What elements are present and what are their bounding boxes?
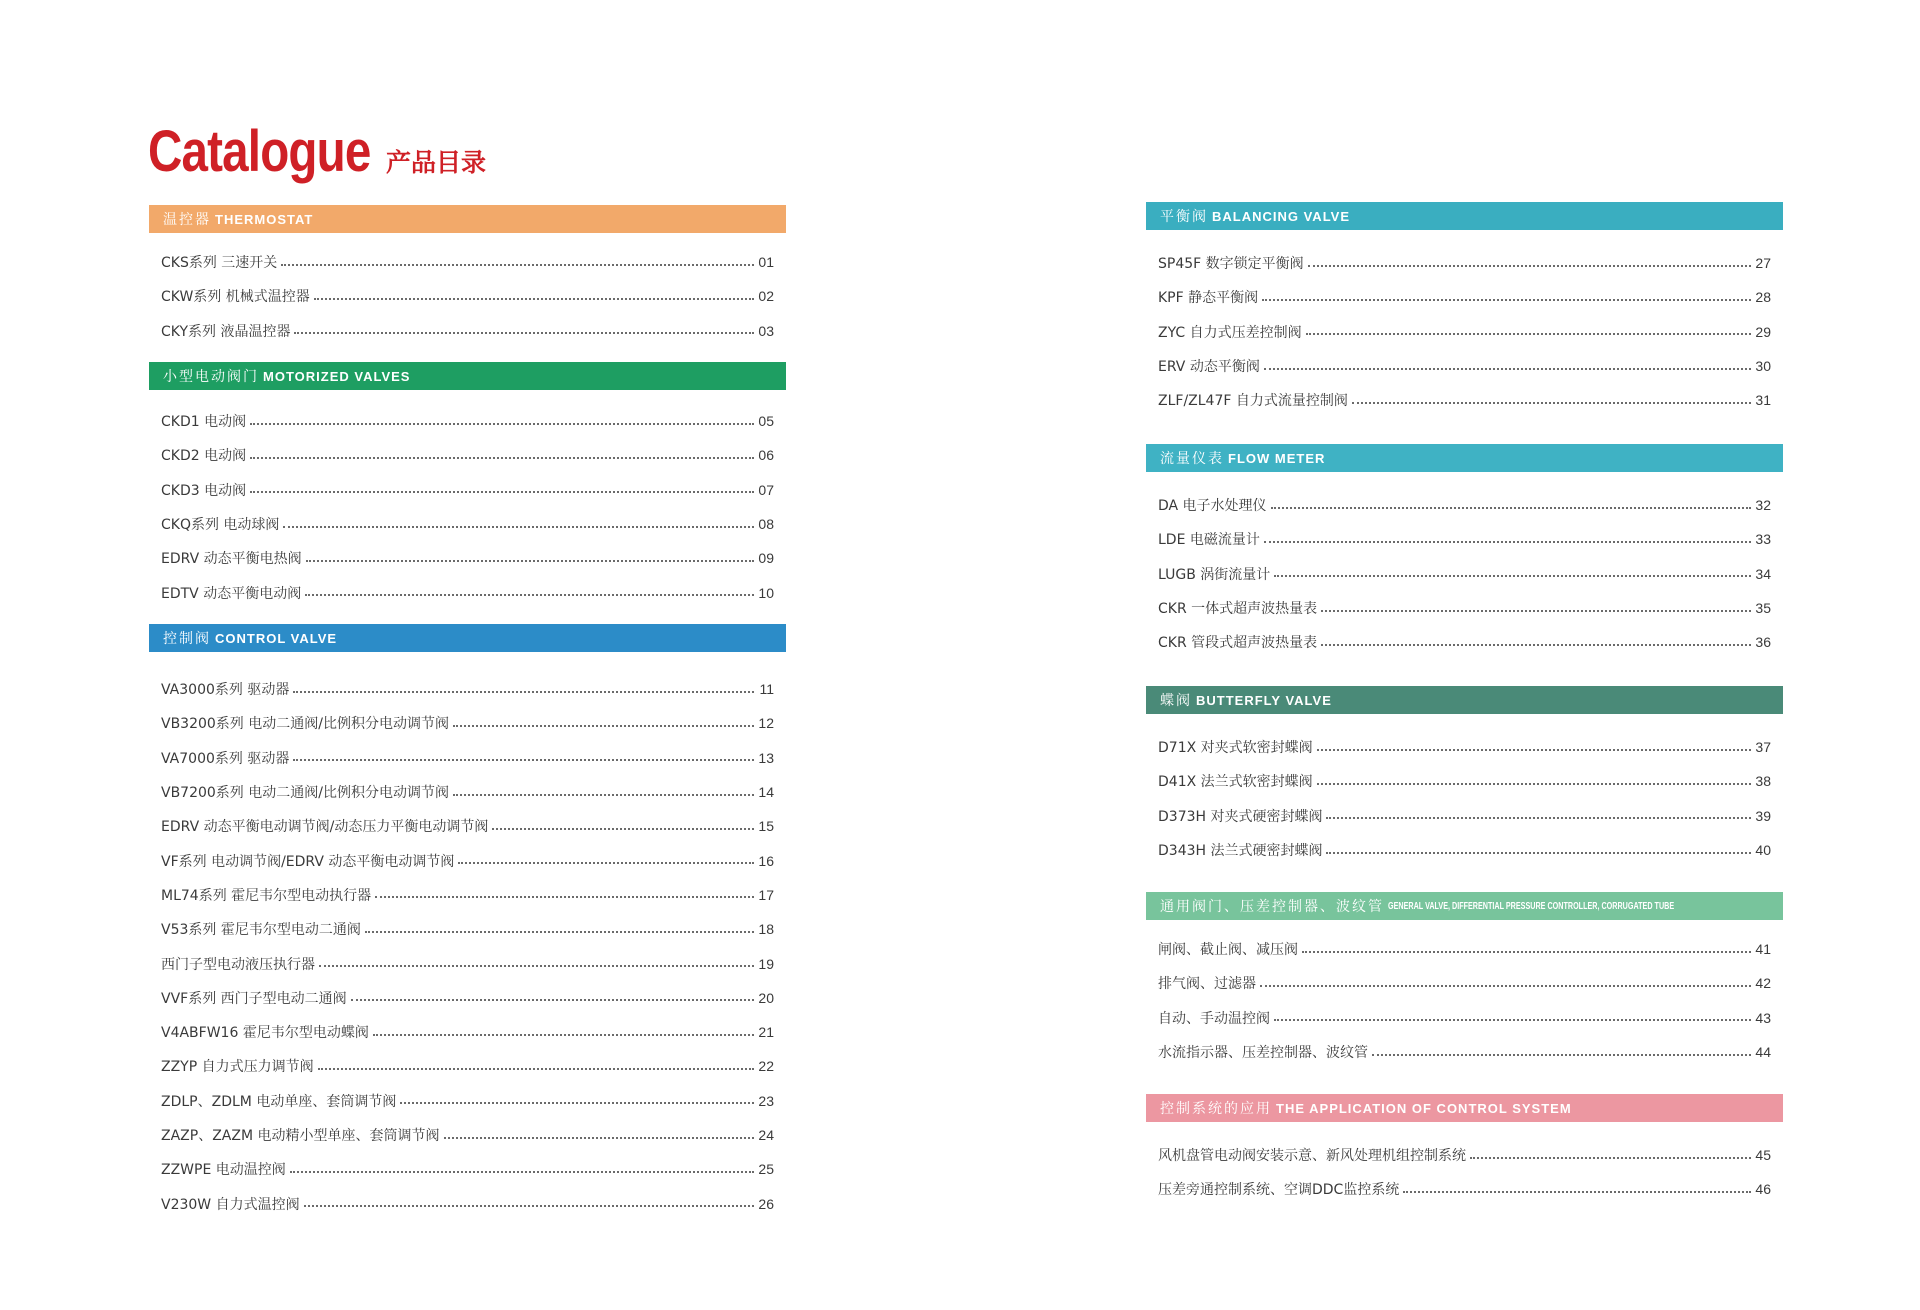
toc-entry-page: 05 [758, 413, 774, 430]
toc-entry[interactable] [161, 843, 774, 877]
toc-entry-page: 29 [1755, 323, 1771, 340]
toc-entry[interactable] [1158, 1035, 1771, 1069]
toc-entry-name: CKR 管段式超声波热量表 [1158, 632, 1319, 652]
dot-leader [1264, 540, 1751, 543]
toc-entry-page: 33 [1755, 531, 1771, 548]
section-motorized-valves [149, 362, 786, 610]
toc-entry[interactable] [1158, 246, 1771, 280]
toc-entry-name: 风机盘管电动阀安装示意、新风处理机组控制系统 [1158, 1145, 1468, 1165]
toc-entry-page: 39 [1755, 807, 1771, 824]
toc-entry-page: 02 [758, 288, 774, 305]
toc-entry-name: V4ABFW16 霍尼韦尔型电动蝶阀 [161, 1022, 371, 1042]
toc-entry-name: EDRV 动态平衡电热阀 [161, 548, 304, 568]
toc-entry-page: 44 [1755, 1044, 1771, 1061]
toc-entry-page: 34 [1755, 565, 1771, 582]
toc-entry-name: CKW系列 机械式温控器 [161, 286, 312, 306]
toc-entry-page: 01 [758, 254, 774, 271]
section-header-control-valve [149, 624, 786, 652]
toc-entry-page: 32 [1755, 497, 1771, 514]
toc-entry[interactable] [161, 672, 774, 706]
toc-entry-name: D71X 对夹式软密封蝶阀 [1158, 737, 1315, 757]
section-header-balancing-valve [1146, 202, 1783, 230]
dot-leader [1274, 574, 1751, 577]
dot-leader [351, 998, 754, 1001]
toc-entry-page: 26 [758, 1195, 774, 1212]
toc-entry-name: LDE 电磁流量计 [1158, 529, 1262, 549]
toc-entry-page: 43 [1755, 1009, 1771, 1026]
section-thermostat [149, 205, 786, 348]
toc-entry-name: VA3000系列 驱动器 [161, 679, 291, 699]
dot-leader [400, 1101, 754, 1104]
toc-entry-name: D373H 对夹式硬密封蝶阀 [1158, 806, 1324, 826]
section-control-system [1146, 1094, 1783, 1207]
section-control-valve [149, 624, 786, 1221]
dot-leader [281, 263, 754, 266]
section-title-cn: 温控器 [163, 212, 211, 228]
dot-leader [458, 861, 754, 864]
toc-list [1146, 1138, 1783, 1207]
toc-entry[interactable] [1158, 488, 1771, 522]
toc-entry[interactable] [161, 279, 774, 313]
toc-entry[interactable] [161, 1186, 774, 1220]
toc-entry-page: 15 [758, 818, 774, 835]
toc-entry-page: 42 [1755, 975, 1771, 992]
toc-entry-name: 西门子型电动液压执行器 [161, 954, 317, 974]
toc-entry-name: ML74系列 霍尼韦尔型电动执行器 [161, 885, 373, 905]
toc-entry[interactable] [161, 706, 774, 740]
toc-entry[interactable] [1158, 349, 1771, 383]
section-header-thermostat [149, 205, 786, 233]
toc-entry-name: EDTV 动态平衡电动阀 [161, 583, 303, 603]
dot-leader [365, 930, 754, 933]
section-butterfly-valve [1146, 686, 1783, 867]
toc-entry[interactable] [161, 946, 774, 980]
toc-entry-name: KPF 静态平衡阀 [1158, 287, 1260, 307]
toc-entry-page: 11 [759, 681, 774, 698]
toc-entry-page: 25 [758, 1161, 774, 1178]
toc-entry-name: ZAZP、ZAZM 电动精小型单座、套筒调节阀 [161, 1125, 442, 1145]
dot-leader [1302, 950, 1751, 953]
dot-leader [1372, 1053, 1751, 1056]
dot-leader [1321, 609, 1751, 612]
toc-entry[interactable] [1158, 1172, 1771, 1206]
toc-entry-page: 38 [1755, 773, 1771, 790]
dot-leader [492, 827, 754, 830]
section-header-motorized-valves [149, 362, 786, 390]
dot-leader [1321, 643, 1751, 646]
toc-entry[interactable] [1158, 764, 1771, 798]
toc-entry-name: CKD2 电动阀 [161, 445, 248, 465]
dot-leader [1260, 984, 1751, 987]
toc-entry-page: 06 [758, 447, 774, 464]
toc-entry[interactable] [161, 912, 774, 946]
toc-entry-page: 46 [1755, 1181, 1771, 1198]
dot-leader [306, 559, 754, 562]
toc-entry-name: DA 电子水处理仪 [1158, 495, 1269, 515]
toc-entry-name: CKQ系列 电动球阀 [161, 514, 281, 534]
dot-leader [1264, 367, 1751, 370]
toc-entry[interactable] [1158, 932, 1771, 966]
toc-list [1146, 932, 1783, 1069]
section-title-en: CONTROL VALVE [215, 630, 338, 646]
section-title-en: MOTORIZED VALVES [263, 368, 411, 384]
toc-entry-page: 10 [758, 584, 774, 601]
section-title-cn: 控制阀 [163, 631, 211, 647]
toc-entry-page: 08 [758, 516, 774, 533]
toc-entry[interactable] [1158, 522, 1771, 556]
toc-entry[interactable] [1158, 833, 1771, 867]
toc-entry[interactable] [161, 1049, 774, 1083]
toc-entry[interactable] [1158, 557, 1771, 591]
toc-list [1146, 246, 1783, 417]
dot-leader [305, 593, 754, 596]
dot-leader [1352, 401, 1751, 404]
dot-leader [250, 456, 754, 459]
toc-entry-page: 27 [1755, 255, 1771, 272]
toc-list [149, 245, 786, 348]
toc-entry[interactable] [161, 1015, 774, 1049]
toc-entry[interactable] [1158, 1138, 1771, 1172]
section-flow-meter [1146, 444, 1783, 659]
toc-entry[interactable] [161, 473, 774, 507]
toc-entry[interactable] [1158, 383, 1771, 417]
toc-entry-name: CKR 一体式超声波热量表 [1158, 598, 1319, 618]
dot-leader [283, 525, 754, 528]
dot-leader [319, 964, 754, 967]
toc-entry[interactable] [1158, 1001, 1771, 1035]
toc-entry[interactable] [161, 1152, 774, 1186]
dot-leader [453, 724, 754, 727]
toc-entry-page: 20 [758, 989, 774, 1006]
toc-entry-page: 07 [758, 481, 774, 498]
toc-entry-page: 14 [758, 784, 774, 801]
toc-entry-page: 36 [1755, 634, 1771, 651]
toc-entry-page: 45 [1755, 1147, 1771, 1164]
toc-list [1146, 488, 1783, 659]
toc-entry-page: 30 [1755, 358, 1771, 375]
toc-entry-page: 19 [758, 955, 774, 972]
toc-entry[interactable] [161, 741, 774, 775]
toc-entry[interactable] [161, 809, 774, 843]
toc-entry-name: VB7200系列 电动二通阀/比例积分电动调节阀 [161, 782, 451, 802]
dot-leader [290, 1170, 754, 1173]
toc-list [1146, 730, 1783, 867]
dot-leader [1308, 264, 1751, 267]
section-title-en: BUTTERFLY VALVE [1196, 692, 1332, 708]
toc-entry-name: 压差旁通控制系统、空调DDC监控系统 [1158, 1179, 1401, 1199]
dot-leader [1317, 748, 1751, 751]
toc-entry-page: 17 [758, 886, 774, 903]
toc-entry-name: ZYC 自力式压差控制阀 [1158, 322, 1304, 342]
toc-entry[interactable] [1158, 730, 1771, 764]
dot-leader [373, 1033, 754, 1036]
toc-entry-name: 自动、手动温控阀 [1158, 1008, 1272, 1028]
toc-entry-page: 40 [1755, 842, 1771, 859]
toc-entry-name: D343H 法兰式硬密封蝶阀 [1158, 840, 1324, 860]
section-title-cn: 蝶阀 [1160, 693, 1192, 709]
section-title-cn: 平衡阀 [1160, 209, 1208, 225]
title-chinese: 产品目录 [386, 148, 487, 177]
dot-leader [314, 297, 754, 300]
toc-entry[interactable] [1158, 591, 1771, 625]
dot-leader [1403, 1190, 1751, 1193]
toc-entry[interactable] [161, 245, 774, 279]
toc-entry-name: ZZYP 自力式压力调节阀 [161, 1056, 316, 1076]
toc-entry[interactable] [161, 314, 774, 348]
dot-leader [294, 331, 754, 334]
toc-entry-name: CKY系列 液晶温控器 [161, 321, 292, 341]
toc-entry-name: CKD1 电动阀 [161, 411, 248, 431]
toc-entry[interactable] [161, 1084, 774, 1118]
catalogue-title [148, 118, 486, 185]
dot-leader [1306, 332, 1751, 335]
toc-entry-page: 35 [1755, 600, 1771, 617]
dot-leader [1317, 782, 1751, 785]
toc-entry-name: V53系列 霍尼韦尔型电动二通阀 [161, 919, 363, 939]
dot-leader [1326, 851, 1751, 854]
toc-entry-name: VF系列 电动调节阀/EDRV 动态平衡电动调节阀 [161, 851, 456, 871]
title-english: Catalogue [148, 119, 371, 184]
toc-entry[interactable] [161, 575, 774, 609]
section-title-cn: 小型电动阀门 [163, 369, 259, 385]
toc-entry[interactable] [1158, 625, 1771, 659]
toc-entry-page: 28 [1755, 289, 1771, 306]
toc-entry-name: D41X 法兰式软密封蝶阀 [1158, 771, 1315, 791]
section-title-en: FLOW METER [1228, 450, 1326, 466]
section-title-cn: 流量仪表 [1160, 451, 1224, 467]
toc-entry-page: 22 [758, 1058, 774, 1075]
toc-entry-name: ZZWPE 电动温控阀 [161, 1159, 288, 1179]
toc-entry[interactable] [161, 775, 774, 809]
toc-entry-name: ZLF/ZL47F 自力式流量控制阀 [1158, 390, 1350, 410]
toc-entry-page: 23 [758, 1092, 774, 1109]
section-header-control-system [1146, 1094, 1783, 1122]
toc-entry-name: ZDLP、ZDLM 电动单座、套筒调节阀 [161, 1091, 398, 1111]
dot-leader [318, 1067, 754, 1070]
toc-entry-name: ERV 动态平衡阀 [1158, 356, 1262, 376]
dot-leader [1470, 1156, 1751, 1159]
toc-entry-page: 37 [1755, 739, 1771, 756]
dot-leader [444, 1136, 755, 1139]
section-balancing-valve [1146, 202, 1783, 417]
toc-entry-page: 03 [758, 322, 774, 339]
section-general-valve [1146, 892, 1783, 1069]
toc-entry-name: 水流指示器、压差控制器、波纹管 [1158, 1042, 1370, 1062]
section-title-cn: 通用阀门、压差控制器、波纹管 [1160, 899, 1384, 915]
dot-leader [250, 422, 754, 425]
toc-entry-name: VVF系列 西门子型电动二通阀 [161, 988, 349, 1008]
dot-leader [293, 690, 754, 693]
dot-leader [375, 895, 754, 898]
section-header-flow-meter [1146, 444, 1783, 472]
toc-entry[interactable] [161, 981, 774, 1015]
toc-entry-name: CKS系列 三速开关 [161, 252, 279, 272]
toc-entry-page: 16 [758, 852, 774, 869]
toc-list [149, 672, 786, 1221]
toc-entry[interactable] [161, 878, 774, 912]
toc-entry-name: 闸阀、截止阀、减压阀 [1158, 939, 1300, 959]
toc-entry-name: CKD3 电动阀 [161, 480, 248, 500]
toc-entry[interactable] [1158, 315, 1771, 349]
toc-entry[interactable] [161, 1118, 774, 1152]
toc-entry[interactable] [1158, 966, 1771, 1000]
toc-entry-page: 13 [758, 749, 774, 766]
toc-entry-page: 09 [758, 550, 774, 567]
toc-entry-name: LUGB 涡街流量计 [1158, 564, 1272, 584]
toc-entry[interactable] [161, 404, 774, 438]
toc-entry-name: 排气阀、过滤器 [1158, 973, 1258, 993]
section-title-en: GENERAL VALVE, DIFFERENTIAL PRESSURE CONTROLLER, CORRUGATED TUBE [1388, 900, 1675, 912]
toc-entry-name: V230W 自力式温控阀 [161, 1194, 302, 1214]
toc-entry-page: 18 [758, 921, 774, 938]
toc-entry[interactable] [1158, 799, 1771, 833]
section-header-general-valve [1146, 892, 1783, 920]
toc-entry[interactable] [161, 507, 774, 541]
toc-entry-name: VB3200系列 电动二通阀/比例积分电动调节阀 [161, 713, 451, 733]
section-header-butterfly-valve [1146, 686, 1783, 714]
section-title-en: THE APPLICATION OF CONTROL SYSTEM [1276, 1100, 1572, 1116]
toc-entry-page: 41 [1755, 941, 1771, 958]
dot-leader [453, 793, 754, 796]
section-title-cn: 控制系统的应用 [1160, 1101, 1272, 1117]
dot-leader [304, 1204, 754, 1207]
toc-entry[interactable] [161, 438, 774, 472]
toc-entry[interactable] [161, 541, 774, 575]
dot-leader [293, 758, 754, 761]
dot-leader [1262, 298, 1751, 301]
toc-entry-page: 31 [1755, 392, 1771, 409]
dot-leader [1274, 1018, 1751, 1021]
toc-entry-page: 21 [758, 1024, 774, 1041]
toc-entry-page: 24 [758, 1127, 774, 1143]
dot-leader [1271, 506, 1751, 509]
toc-entry[interactable] [1158, 280, 1771, 314]
section-title-en: BALANCING VALVE [1212, 208, 1351, 224]
dot-leader [1326, 816, 1751, 819]
toc-entry-name: SP45F 数字锁定平衡阀 [1158, 253, 1306, 273]
dot-leader [250, 490, 754, 493]
toc-entry-name: EDRV 动态平衡电动调节阀/动态压力平衡电动调节阀 [161, 816, 490, 836]
section-title-en: THERMOSTAT [215, 211, 314, 227]
toc-entry-page: 12 [758, 715, 774, 732]
toc-entry-name: VA7000系列 驱动器 [161, 748, 291, 768]
toc-list [149, 404, 786, 610]
